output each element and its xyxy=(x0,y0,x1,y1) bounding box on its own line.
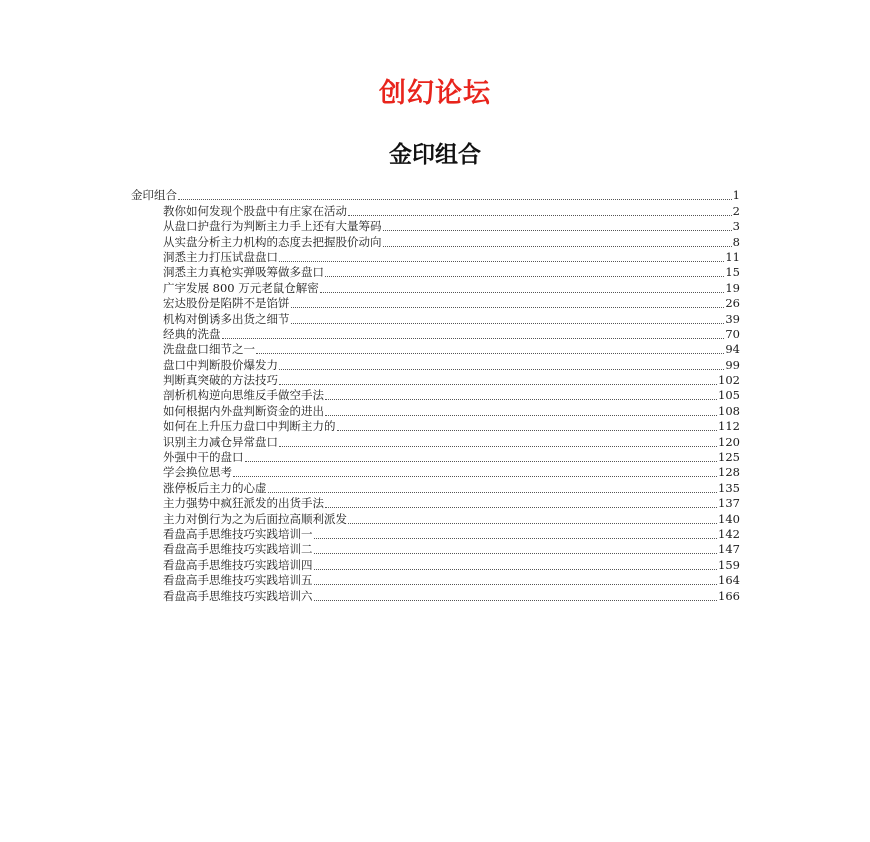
toc-entry[interactable] xyxy=(131,311,740,326)
toc-page-number: 159 xyxy=(718,557,740,572)
toc-entry[interactable] xyxy=(131,188,740,203)
toc-entry-title: 洗盘盘口细节之一 xyxy=(163,342,255,357)
toc-dot-leader xyxy=(291,323,725,324)
toc-entry-title: 主力对倒行为之为后面拉高顺利派发 xyxy=(163,511,347,526)
toc-dot-leader xyxy=(178,199,732,200)
toc-dot-leader xyxy=(314,584,718,585)
toc-dot-leader xyxy=(314,600,718,601)
toc-entry-title: 洞悉主力打压试盘盘口 xyxy=(163,249,278,264)
toc-entry-title: 学会换位思考 xyxy=(163,465,232,480)
toc-entry[interactable] xyxy=(131,234,740,249)
toc-dot-leader xyxy=(314,569,718,570)
toc-entry[interactable] xyxy=(131,265,740,280)
toc-page-number: 166 xyxy=(718,588,740,603)
toc-dot-leader xyxy=(245,461,718,462)
toc-entry-title: 看盘高手思维技巧实践培训四 xyxy=(163,557,313,572)
toc-page-number: 135 xyxy=(718,480,740,495)
toc-page-number: 2 xyxy=(732,203,740,218)
toc-dot-leader xyxy=(383,230,732,231)
toc-page-number: 112 xyxy=(718,419,740,434)
toc-entry[interactable] xyxy=(131,403,740,418)
toc-entry-title: 涨停板后主力的心虚 xyxy=(163,480,267,495)
toc-page-number: 3 xyxy=(732,219,740,234)
toc-entry[interactable] xyxy=(131,450,740,465)
toc-entry-title: 看盘高手思维技巧实践培训一 xyxy=(163,526,313,541)
toc-dot-leader xyxy=(348,215,732,216)
toc-entry-title: 教你如何发现个股盘中有庄家在活动 xyxy=(163,203,347,218)
toc-entry-title: 从实盘分析主力机构的态度去把握股价动向 xyxy=(163,234,382,249)
toc-entry-title: 盘口中判断股价爆发力 xyxy=(163,357,278,372)
toc-dot-leader xyxy=(348,523,717,524)
toc-page-number: 120 xyxy=(718,434,740,449)
toc-page-number: 26 xyxy=(725,296,740,311)
toc-dot-leader xyxy=(337,430,718,431)
toc-page-number: 142 xyxy=(718,526,740,541)
document-title: 金印组合 xyxy=(389,142,481,168)
toc-dot-leader xyxy=(256,353,724,354)
toc-entry[interactable] xyxy=(131,542,740,557)
toc-dot-leader xyxy=(383,246,732,247)
toc-entry[interactable] xyxy=(131,327,740,342)
toc-dot-leader xyxy=(325,507,717,508)
toc-entry[interactable] xyxy=(131,296,740,311)
toc-entry[interactable] xyxy=(131,342,740,357)
toc-entry[interactable] xyxy=(131,280,740,295)
toc-entry[interactable] xyxy=(131,419,740,434)
toc-entry-title: 识别主力减仓异常盘口 xyxy=(163,434,278,449)
toc-entry-title: 看盘高手思维技巧实践培训二 xyxy=(163,542,313,557)
toc-page-number: 125 xyxy=(718,450,740,465)
toc-entry-title: 从盘口护盘行为判断主力手上还有大量筹码 xyxy=(163,219,382,234)
toc-entry-title: 外强中干的盘口 xyxy=(163,450,244,465)
toc-page-number: 11 xyxy=(725,249,740,264)
toc-dot-leader xyxy=(268,492,718,493)
toc-entry-title: 经典的洗盘 xyxy=(163,326,221,341)
table-of-contents xyxy=(131,188,740,604)
toc-page-number: 102 xyxy=(718,373,740,388)
toc-entry[interactable] xyxy=(131,496,740,511)
toc-entry[interactable] xyxy=(131,557,740,572)
toc-entry-title: 剖析机构逆向思维反手做空手法 xyxy=(163,388,324,403)
toc-entry-title: 宏达股份是陷阱不是馅饼 xyxy=(163,296,290,311)
toc-entry-title: 看盘高手思维技巧实践培训六 xyxy=(163,588,313,603)
toc-entry[interactable] xyxy=(131,588,740,603)
toc-entry-title: 机构对倒诱多出货之细节 xyxy=(163,311,290,326)
toc-page-number: 137 xyxy=(718,496,740,511)
toc-page-number: 19 xyxy=(725,280,740,295)
toc-dot-leader xyxy=(279,261,724,262)
toc-entry-title: 判断真突破的方法技巧 xyxy=(163,373,278,388)
toc-entry[interactable] xyxy=(131,388,740,403)
toc-dot-leader xyxy=(233,476,717,477)
toc-page-number: 128 xyxy=(718,465,740,480)
toc-entry[interactable] xyxy=(131,434,740,449)
toc-entry-title: 金印组合 xyxy=(131,188,177,203)
toc-entry[interactable] xyxy=(131,203,740,218)
toc-entry[interactable] xyxy=(131,573,740,588)
toc-dot-leader xyxy=(314,538,718,539)
toc-entry[interactable] xyxy=(131,219,740,234)
toc-entry-title: 如何在上升压力盘口中判断主力的 xyxy=(163,419,336,434)
toc-page-number: 8 xyxy=(732,234,740,249)
toc-page-number: 15 xyxy=(725,265,740,280)
toc-entry-title: 看盘高手思维技巧实践培训五 xyxy=(163,573,313,588)
toc-dot-leader xyxy=(291,307,725,308)
toc-dot-leader xyxy=(279,384,717,385)
toc-entry[interactable] xyxy=(131,527,740,542)
toc-entry-title: 广宇发展 800 万元老鼠仓解密 xyxy=(163,280,319,295)
toc-entry[interactable] xyxy=(131,480,740,495)
toc-dot-leader xyxy=(325,415,717,416)
toc-dot-leader xyxy=(279,446,717,447)
toc-page-number: 94 xyxy=(725,342,740,357)
toc-page-number: 105 xyxy=(718,388,740,403)
toc-entry-title: 主力强势中疯狂派发的出货手法 xyxy=(163,496,324,511)
toc-entry[interactable] xyxy=(131,357,740,372)
toc-page-number: 1 xyxy=(732,188,740,203)
toc-dot-leader xyxy=(222,338,725,339)
site-title: 创幻论坛 xyxy=(379,78,491,109)
toc-page-number: 39 xyxy=(725,311,740,326)
toc-entry[interactable] xyxy=(131,373,740,388)
toc-entry[interactable] xyxy=(131,511,740,526)
toc-page-number: 99 xyxy=(725,357,740,372)
toc-entry-title: 洞悉主力真枪实弹吸筹做多盘口 xyxy=(163,265,324,280)
toc-page-number: 164 xyxy=(718,573,740,588)
toc-dot-leader xyxy=(314,553,718,554)
toc-entry-title: 如何根据内外盘判断资金的进出 xyxy=(163,403,324,418)
toc-page-number: 108 xyxy=(718,403,740,418)
toc-page-number: 147 xyxy=(718,542,740,557)
toc-dot-leader xyxy=(325,276,724,277)
toc-page-number: 140 xyxy=(718,511,740,526)
toc-entry[interactable] xyxy=(131,250,740,265)
toc-dot-leader xyxy=(279,369,724,370)
toc-dot-leader xyxy=(325,399,717,400)
toc-page-number: 70 xyxy=(725,326,740,341)
toc-dot-leader xyxy=(320,292,725,293)
toc-entry[interactable] xyxy=(131,465,740,480)
